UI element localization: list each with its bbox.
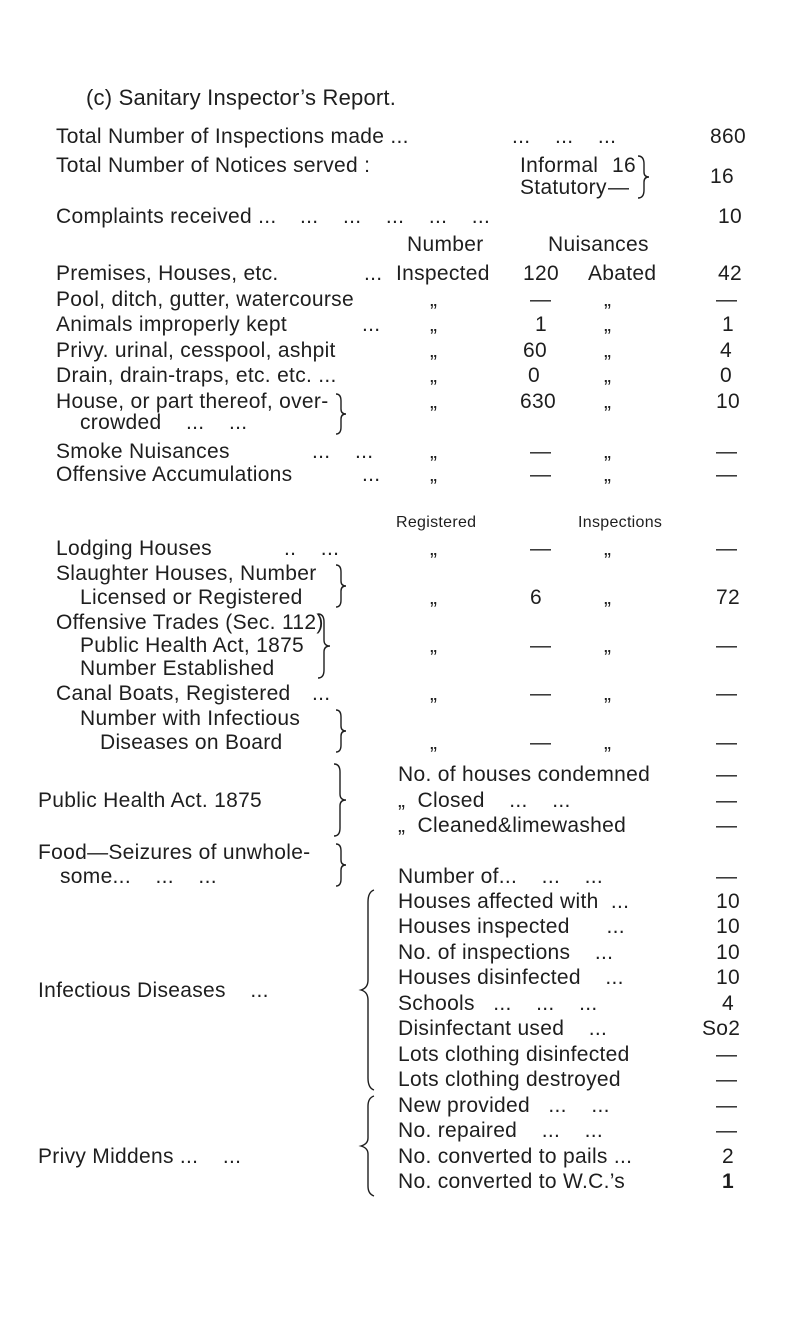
informal-value: 16 — [612, 154, 636, 177]
ditto-mark: „ — [430, 339, 438, 362]
registered-row-n1: — — [530, 682, 552, 705]
nuisance-row-n2: — — [716, 440, 738, 463]
registered-row-dots: ... — [312, 682, 331, 705]
ditto-mark: „ — [430, 537, 438, 560]
notices-label: Total Number of Notices served : — [56, 154, 371, 177]
privy-value: 1 — [722, 1170, 734, 1193]
nuisance-row-n2: 4 — [720, 339, 732, 362]
nuisance-row-n2: 42 — [718, 262, 742, 285]
nuisance-row-n1: 1 — [535, 313, 547, 336]
report-heading: (c) Sanitary Inspector’s Report. — [86, 85, 397, 110]
ditto-mark: „ — [430, 682, 438, 705]
header-nuisances: Nuisances — [548, 233, 649, 256]
overcrowded-brace — [334, 392, 348, 436]
nuisance-row-label: Pool, ditch, gutter, watercourse — [56, 288, 354, 311]
ditto-mark: „ — [430, 288, 438, 311]
registered-row-label: Lodging Houses — [56, 537, 212, 560]
ditto-mark: „ — [604, 440, 612, 463]
infectious-value: 10 — [716, 915, 740, 938]
nuisance-row-n2: 10 — [716, 390, 740, 413]
nuisance-row-label: Drain, drain-traps, etc. etc. ... — [56, 364, 337, 387]
notices-brace — [636, 154, 652, 200]
food-item: Number of... ... ... — [398, 865, 604, 888]
complaints-label: Complaints received ... — [56, 205, 277, 228]
food-label: Food—Seizures of unwhole- — [38, 841, 311, 864]
registered-row-n1: — — [530, 634, 552, 657]
nuisance-row-n2: 0 — [720, 364, 732, 387]
nuisance-row-label-cont: crowded ... ... — [80, 411, 248, 434]
header-inspections: Inspections — [578, 514, 663, 531]
nuisance-row-n2: — — [716, 288, 738, 311]
infectious-item: Schools ... ... ... — [398, 992, 598, 1015]
ditto-mark: „ — [604, 463, 612, 486]
privy-value: — — [716, 1094, 738, 1117]
privy-value: 2 — [722, 1145, 734, 1168]
nuisance-row-label: House, or part thereof, over- — [56, 390, 329, 413]
privy-item: New provided ... ... — [398, 1094, 610, 1117]
statutory-label: Statutory — [520, 176, 607, 199]
nuisance-row-dots: ... ... — [312, 440, 374, 463]
registered-row-n2: — — [716, 731, 738, 754]
nuisance-row-n2: — — [716, 463, 738, 486]
food-value: — — [716, 865, 738, 888]
inspections-label: Total Number of Inspections made ... — [56, 125, 409, 148]
registered-row-label: Offensive Trades (Sec. 112) — [56, 611, 324, 634]
complaints-value: 10 — [718, 205, 742, 228]
nuisance-row-n1: — — [530, 288, 552, 311]
ditto-mark: „ — [604, 731, 612, 754]
public-health-value: — — [716, 763, 738, 786]
infectious-item: Houses disinfected ... — [398, 966, 624, 989]
ditto-mark: „ — [430, 731, 438, 754]
registered-row-label: Slaughter Houses, Number — [56, 562, 317, 585]
registered-row-n2: — — [716, 537, 738, 560]
nuisance-row-dots: ... — [362, 463, 381, 486]
complaints-dots: ... ... ... ... ... — [300, 205, 491, 228]
infectious-item: Lots clothing disinfected — [398, 1043, 630, 1066]
registered-row-n2: — — [716, 634, 738, 657]
nuisance-row-label: Privy. urinal, cesspool, ashpit — [56, 339, 336, 362]
food-label-cont: some... ... ... — [60, 865, 217, 888]
ditto-mark: „ — [604, 364, 612, 387]
privy-item: No. converted to W.C.’s — [398, 1170, 626, 1193]
food-brace — [334, 842, 348, 888]
infectious-value: — — [716, 1043, 738, 1066]
public-health-brace — [332, 762, 348, 838]
nuisance-row-n1: 630 — [520, 390, 556, 413]
infectious-item: Disinfectant used ... — [398, 1017, 608, 1040]
infectious-item: Houses inspected ... — [398, 915, 625, 938]
nuisance-row-n1: — — [530, 440, 552, 463]
ditto-mark: „ — [430, 634, 438, 657]
infectious-brace — [358, 888, 378, 1092]
infectious-label: Infectious Diseases ... — [38, 979, 269, 1002]
ditto-mark: „ — [604, 313, 612, 336]
privy-value: — — [716, 1119, 738, 1142]
infectious-item: No. of inspections ... — [398, 941, 614, 964]
registered-row-label: Canal Boats, Registered — [56, 682, 291, 705]
nuisance-row-n1: 60 — [523, 339, 547, 362]
public-health-item: No. of houses condemned — [398, 763, 651, 786]
registered-row-n2: 72 — [716, 586, 740, 609]
registered-row-n1: 6 — [530, 586, 542, 609]
inspections-dots: ... ... ... — [512, 125, 617, 148]
public-health-label: Public Health Act. 1875 — [38, 789, 263, 812]
registered-row-label-cont: Number Established — [80, 657, 275, 680]
nuisance-row-n1: 120 — [523, 262, 559, 285]
infectious-value: 4 — [722, 992, 734, 1015]
registered-row-label: Number with Infectious — [80, 707, 301, 730]
ditto-mark: „ — [430, 586, 438, 609]
privy-item: No. converted to pails ... — [398, 1145, 633, 1168]
registered-row-dots: .. ... — [284, 537, 340, 560]
nuisance-row-label: Offensive Accumulations — [56, 463, 293, 486]
registered-row-label-cont: Licensed or Registered — [80, 586, 303, 609]
infectious-item: Lots clothing destroyed — [398, 1068, 621, 1091]
infectious-value: 10 — [716, 890, 740, 913]
registered-row-label-cont: Public Health Act, 1875 — [80, 634, 305, 657]
infectious-value: — — [716, 1068, 738, 1091]
ditto-mark: „ — [604, 288, 612, 311]
nuisance-row-dots: ... — [364, 262, 383, 285]
slaughter-brace — [334, 563, 348, 609]
header-registered: Registered — [396, 514, 477, 531]
ditto-mark: „ — [604, 390, 612, 413]
public-health-value: — — [716, 789, 738, 812]
infectious-item: Houses affected with ... — [398, 890, 630, 913]
privy-label: Privy Middens ... ... — [38, 1145, 242, 1168]
ditto-mark: „ — [604, 586, 612, 609]
infectious-value: Sо2 — [702, 1017, 741, 1040]
privy-item: No. repaired ... ... — [398, 1119, 604, 1142]
nuisance-row-n1: 0 — [528, 364, 540, 387]
nuisance-row-label: Premises, Houses, etc. — [56, 262, 279, 285]
public-health-value: — — [716, 814, 738, 837]
inspections-value: 860 — [710, 125, 746, 148]
notices-total: 16 — [710, 165, 734, 188]
infectious-board-brace — [334, 708, 348, 754]
ditto-mark: „ — [430, 463, 438, 486]
ditto-mark: „ — [430, 313, 438, 336]
registered-row-n2: — — [716, 682, 738, 705]
offensive-trades-brace — [316, 612, 332, 680]
infectious-value: 10 — [716, 966, 740, 989]
ditto-mark: „ — [430, 440, 438, 463]
ditto-mark: „ — [604, 682, 612, 705]
nuisance-row-col2-label: Abated — [588, 262, 657, 285]
nuisance-row-label: Smoke Nuisances — [56, 440, 230, 463]
registered-row-n1: — — [530, 537, 552, 560]
nuisance-row-n1: — — [530, 463, 552, 486]
statutory-value: — — [608, 176, 630, 199]
ditto-mark: „ — [604, 537, 612, 560]
ditto-mark: „ — [430, 364, 438, 387]
nuisance-row-dots: ... — [362, 313, 381, 336]
infectious-value: 10 — [716, 941, 740, 964]
privy-brace — [358, 1094, 378, 1198]
nuisance-row-n2: 1 — [722, 313, 734, 336]
ditto-mark: „ — [430, 390, 438, 413]
nuisance-row-col1-label: Inspected — [396, 262, 490, 285]
header-number: Number — [407, 233, 484, 256]
ditto-mark: „ — [604, 634, 612, 657]
nuisance-row-label: Animals improperly kept — [56, 313, 287, 336]
ditto-mark: „ — [604, 339, 612, 362]
public-health-item: „ Closed ... ... — [398, 789, 571, 812]
registered-row-label-cont: Diseases on Board — [100, 731, 283, 754]
informal-label: Informal — [520, 154, 599, 177]
registered-row-n1: — — [530, 731, 552, 754]
public-health-item: „ Cleaned&limewashed — [398, 814, 627, 837]
